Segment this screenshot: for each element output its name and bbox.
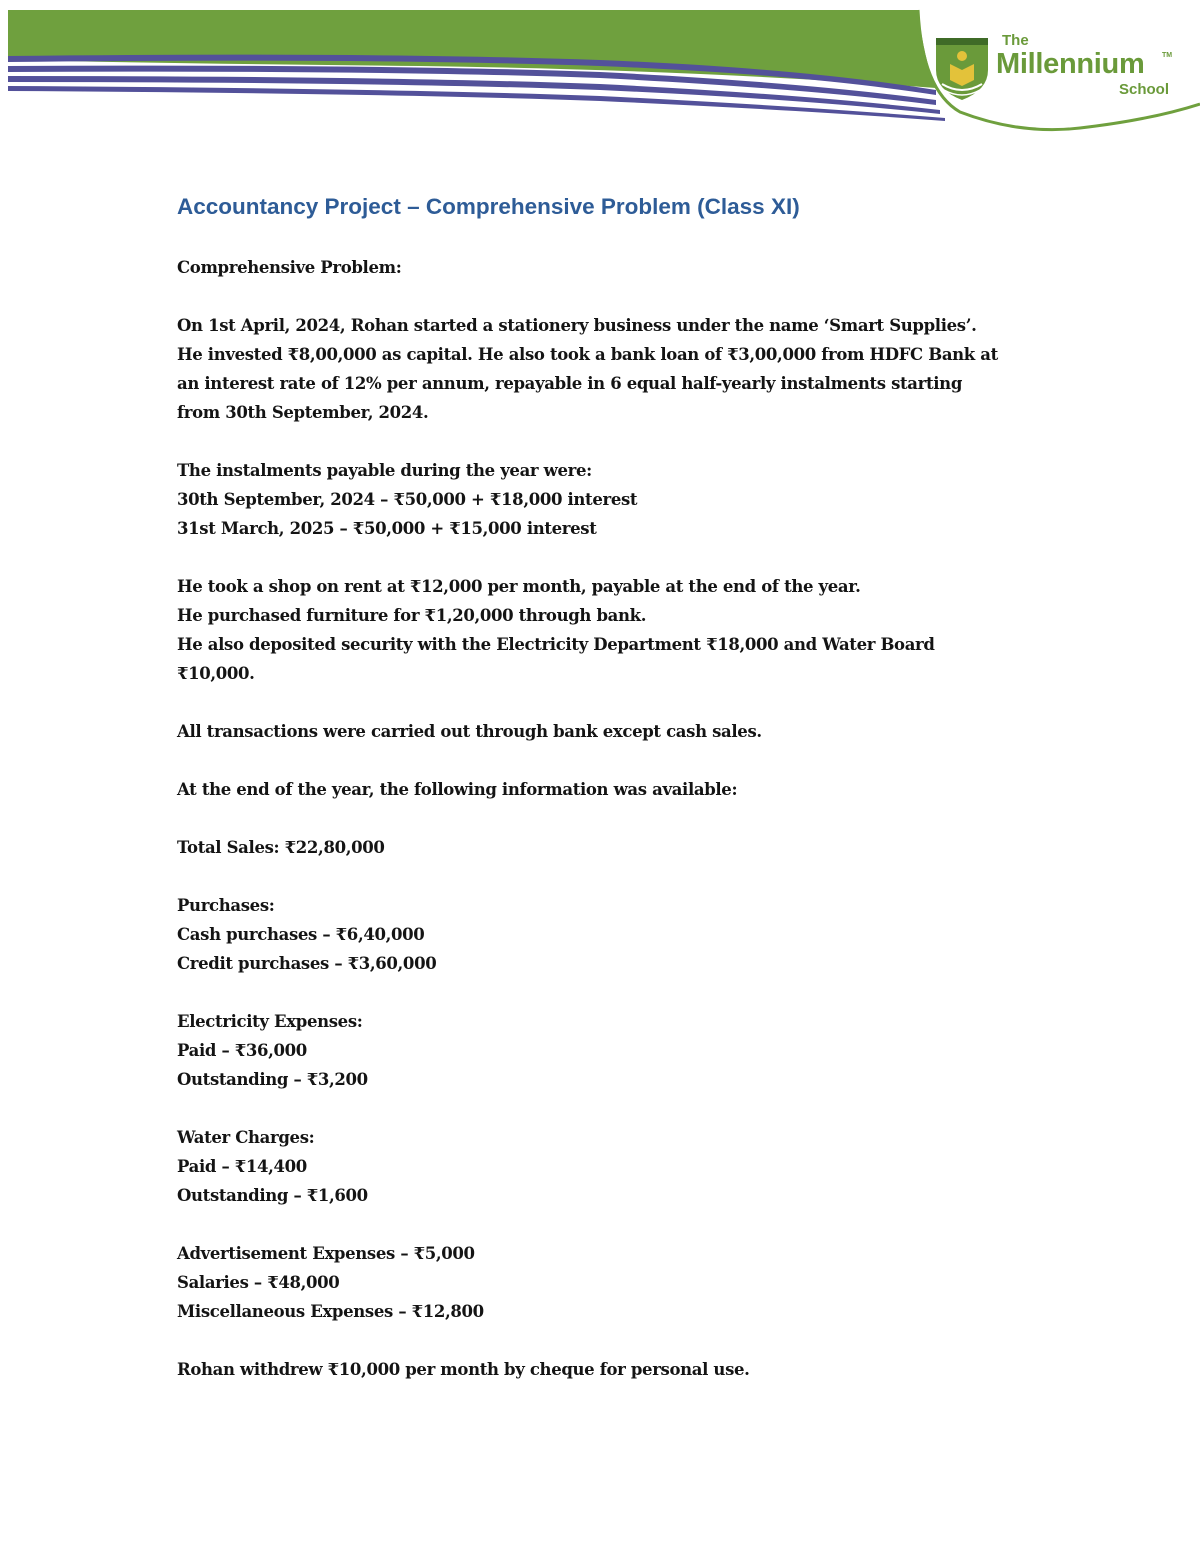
purchases-line: Cash purchases – ₹6,40,000 — [177, 925, 425, 944]
electricity-line: Outstanding – ₹3,200 — [177, 1070, 368, 1089]
document-body — [177, 186, 1037, 1384]
shop-line: He purchased furniture for ₹1,20,000 through bank. — [177, 606, 647, 625]
total-sales: Total Sales: ₹22,80,000 — [177, 838, 385, 857]
problem-heading: Comprehensive Problem: — [177, 258, 402, 277]
other-expenses-section — [177, 1239, 1037, 1326]
water-heading: Water Charges: — [177, 1128, 315, 1147]
expense-line: Salaries – ₹48,000 — [177, 1273, 340, 1292]
purchases-heading: Purchases: — [177, 896, 275, 915]
intro-paragraph — [177, 311, 1037, 427]
intro-line: He invested ₹8,00,000 as capital. He also took a bank loan of ₹3,00,000 from HDFC Bank at — [177, 345, 998, 364]
electricity-line: Paid – ₹36,000 — [177, 1041, 307, 1060]
school-logo — [930, 30, 1180, 110]
shop-line: He also deposited security with the Electricity Department ₹18,000 and Water Board — [177, 635, 935, 654]
logo-the-text: The — [1002, 32, 1029, 49]
electricity-heading: Electricity Expenses: — [177, 1012, 363, 1031]
transactions-note: All transactions were carried out through bank except cash sales. — [177, 722, 762, 741]
electricity-section — [177, 1007, 1037, 1094]
intro-line: from 30th September, 2024. — [177, 403, 429, 422]
water-line: Outstanding – ₹1,600 — [177, 1186, 368, 1205]
expense-line: Advertisement Expenses – ₹5,000 — [177, 1244, 475, 1263]
shop-paragraph — [177, 572, 1037, 688]
expense-line: Miscellaneous Expenses – ₹12,800 — [177, 1302, 484, 1321]
intro-line: an interest rate of 12% per annum, repayable in 6 equal half-yearly instalments starting — [177, 374, 963, 393]
water-line: Paid – ₹14,400 — [177, 1157, 307, 1176]
instalments-paragraph — [177, 456, 1037, 543]
intro-line: On 1st April, 2024, Rohan started a stationery business under the name ‘Smart Supplies’. — [177, 316, 977, 335]
instalments-line: The instalments payable during the year were: — [177, 461, 592, 480]
purchases-line: Credit purchases – ₹3,60,000 — [177, 954, 437, 973]
instalments-line: 31st March, 2025 – ₹50,000 + ₹15,000 interest — [177, 519, 597, 538]
purchases-section — [177, 891, 1037, 978]
school-crest-icon — [932, 34, 992, 104]
water-section — [177, 1123, 1037, 1210]
logo-school-text: School — [1119, 81, 1170, 98]
shop-line: ₹10,000. — [177, 664, 255, 683]
document-title: Accountancy Project – Comprehensive Problem (Class XI) — [177, 194, 800, 219]
shop-line: He took a shop on rent at ₹12,000 per month, payable at the end of the year. — [177, 577, 861, 596]
logo-trademark: TM — [1162, 52, 1173, 59]
drawings-note: Rohan withdrew ₹10,000 per month by cheque for personal use. — [177, 1360, 750, 1379]
logo-name-text: Millennium — [996, 48, 1145, 80]
year-end-intro: At the end of the year, the following information was available: — [177, 780, 738, 799]
instalments-line: 30th September, 2024 – ₹50,000 + ₹18,000 interest — [177, 490, 638, 509]
